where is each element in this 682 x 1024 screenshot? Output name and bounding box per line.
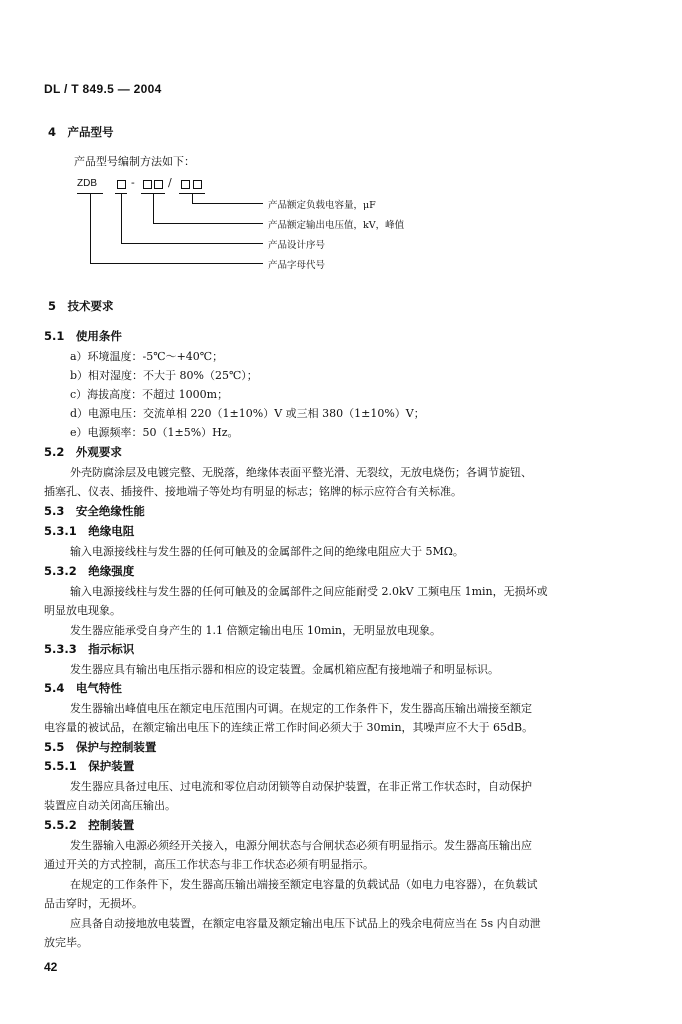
voltage-box-1	[143, 180, 152, 189]
paragraph-line: 发生器输出峰值电压在额定电压范围内可调。在规定的工作条件下，发生器高压输出端接至额定	[70, 702, 532, 715]
separator-dash: -	[131, 176, 135, 189]
paragraph-line: 装置应自动关闭高压输出。	[44, 799, 176, 812]
design-seq-box	[117, 180, 126, 189]
leader-seq-v	[121, 193, 122, 243]
voltage-box-2	[154, 180, 163, 189]
page-number: 42	[44, 960, 58, 974]
separator-slash: /	[168, 176, 172, 189]
paragraph-line: 插塞孔、仪表、插接件、接地端子等处均有明显的标志；铭牌的标示应符合有关标准。	[44, 485, 462, 498]
paragraph-line: 品击穿时，无损坏。	[44, 897, 143, 910]
paragraph-line: 电容量的被试品，在额定输出电压下的连续正常工作时间必须大于 30min，其噪声应不大于 65dB。	[44, 721, 534, 734]
paragraph-line: 发生器输入电源必须经开关接入，电源分闸状态与合闸状态必须有明显指示。发生器高压输出应	[70, 839, 532, 852]
leader-capacitance-h	[192, 203, 263, 204]
section-5-4-title: 5.4 电气特性	[44, 681, 122, 695]
section-5-title: 5 技术要求	[48, 299, 114, 313]
section-5-3-title: 5.3 安全绝缘性能	[44, 504, 145, 518]
section-5-2-title: 5.2 外观要求	[44, 445, 122, 459]
paragraph-line: 通过开关的方式控制，高压工作状态与非工作状态必须有明显指示。	[44, 858, 374, 871]
leader-seq-h	[121, 243, 263, 244]
paragraph-line: 放完毕。	[44, 936, 88, 949]
leader-capacitance-v	[192, 193, 193, 203]
section-5-5-2-title: 5.5.2 控制装置	[44, 818, 135, 832]
condition-item: a）环境温度：-5℃～+40℃；	[70, 350, 224, 363]
paragraph-line: 应具备自动接地放电装置，在额定电容量及额定输出电压下试品上的残余电荷应当在 5s 内自动泄	[70, 917, 541, 930]
condition-item: b）相对湿度：不大于 80%（25℃）；	[70, 369, 258, 382]
label-design-seq: 产品设计序号	[268, 240, 326, 251]
label-capacitance: 产品额定负载电容量，μF	[268, 200, 376, 211]
standard-header: DL / T 849.5 — 2004	[44, 82, 162, 96]
paragraph-line: 外壳防腐涂层及电镀完整、无脱落，绝缘体表面平整光滑、无裂纹，无放电烧伤；各调节旋钮、	[70, 466, 532, 479]
section-5-5-1-title: 5.5.1 保护装置	[44, 759, 135, 773]
model-prefix: ZDB	[77, 178, 97, 189]
paragraph-line: 发生器应能承受自身产生的 1.1 倍额定输出电压 10min，无明显放电现象。	[70, 624, 442, 637]
paragraph-line: 输入电源接线柱与发生器的任何可触及的金属部件之间应能耐受 2.0kV 工频电压 1min，无损坏或	[70, 585, 548, 598]
leader-prefix-v	[90, 193, 91, 263]
paragraph-line: 发生器应具备过电压、过电流和零位启动闭锁等自动保护装置，在非正常工作状态时，自动保护	[70, 780, 532, 793]
leader-voltage-v	[153, 193, 154, 223]
capacitance-box-1	[181, 180, 190, 189]
section-4-title: 4 产品型号	[48, 125, 114, 139]
leader-prefix-h	[90, 263, 263, 264]
section-5-3-2-title: 5.3.2 绝缘强度	[44, 564, 135, 578]
paragraph-line: 在规定的工作条件下，发生器高压输出端接至额定电容量的负载试品（如电力电容器），在负载试	[70, 878, 538, 891]
label-letter-code: 产品字母代号	[268, 260, 326, 271]
section-5-1-title: 5.1 使用条件	[44, 329, 122, 343]
condition-item: d）电源电压：交流单相 220（1±10%）V 或三相 380（1±10%）V；	[70, 407, 425, 420]
section-5-5-title: 5.5 保护与控制装置	[44, 740, 157, 754]
condition-item: c）海拔高度：不超过 1000m；	[70, 388, 229, 401]
section-5-3-3-title: 5.3.3 指示标识	[44, 642, 135, 656]
paragraph-line: 输入电源接线柱与发生器的任何可触及的金属部件之间的绝缘电阻应大于 5MΩ。	[70, 545, 464, 558]
section-4-intro: 产品型号编制方法如下：	[74, 155, 195, 168]
capacitance-box-2	[193, 180, 202, 189]
label-voltage: 产品额定输出电压值，kV，峰值	[268, 220, 405, 231]
condition-item: e）电源频率：50（1±5%）Hz。	[70, 426, 239, 439]
paragraph-line: 明显放电现象。	[44, 604, 121, 617]
leader-voltage-h	[153, 223, 263, 224]
paragraph-line: 发生器应具有输出电压指示器和相应的设定装置。金属机箱应配有接地端子和明显标识。	[70, 663, 499, 676]
section-5-3-1-title: 5.3.1 绝缘电阻	[44, 524, 135, 538]
